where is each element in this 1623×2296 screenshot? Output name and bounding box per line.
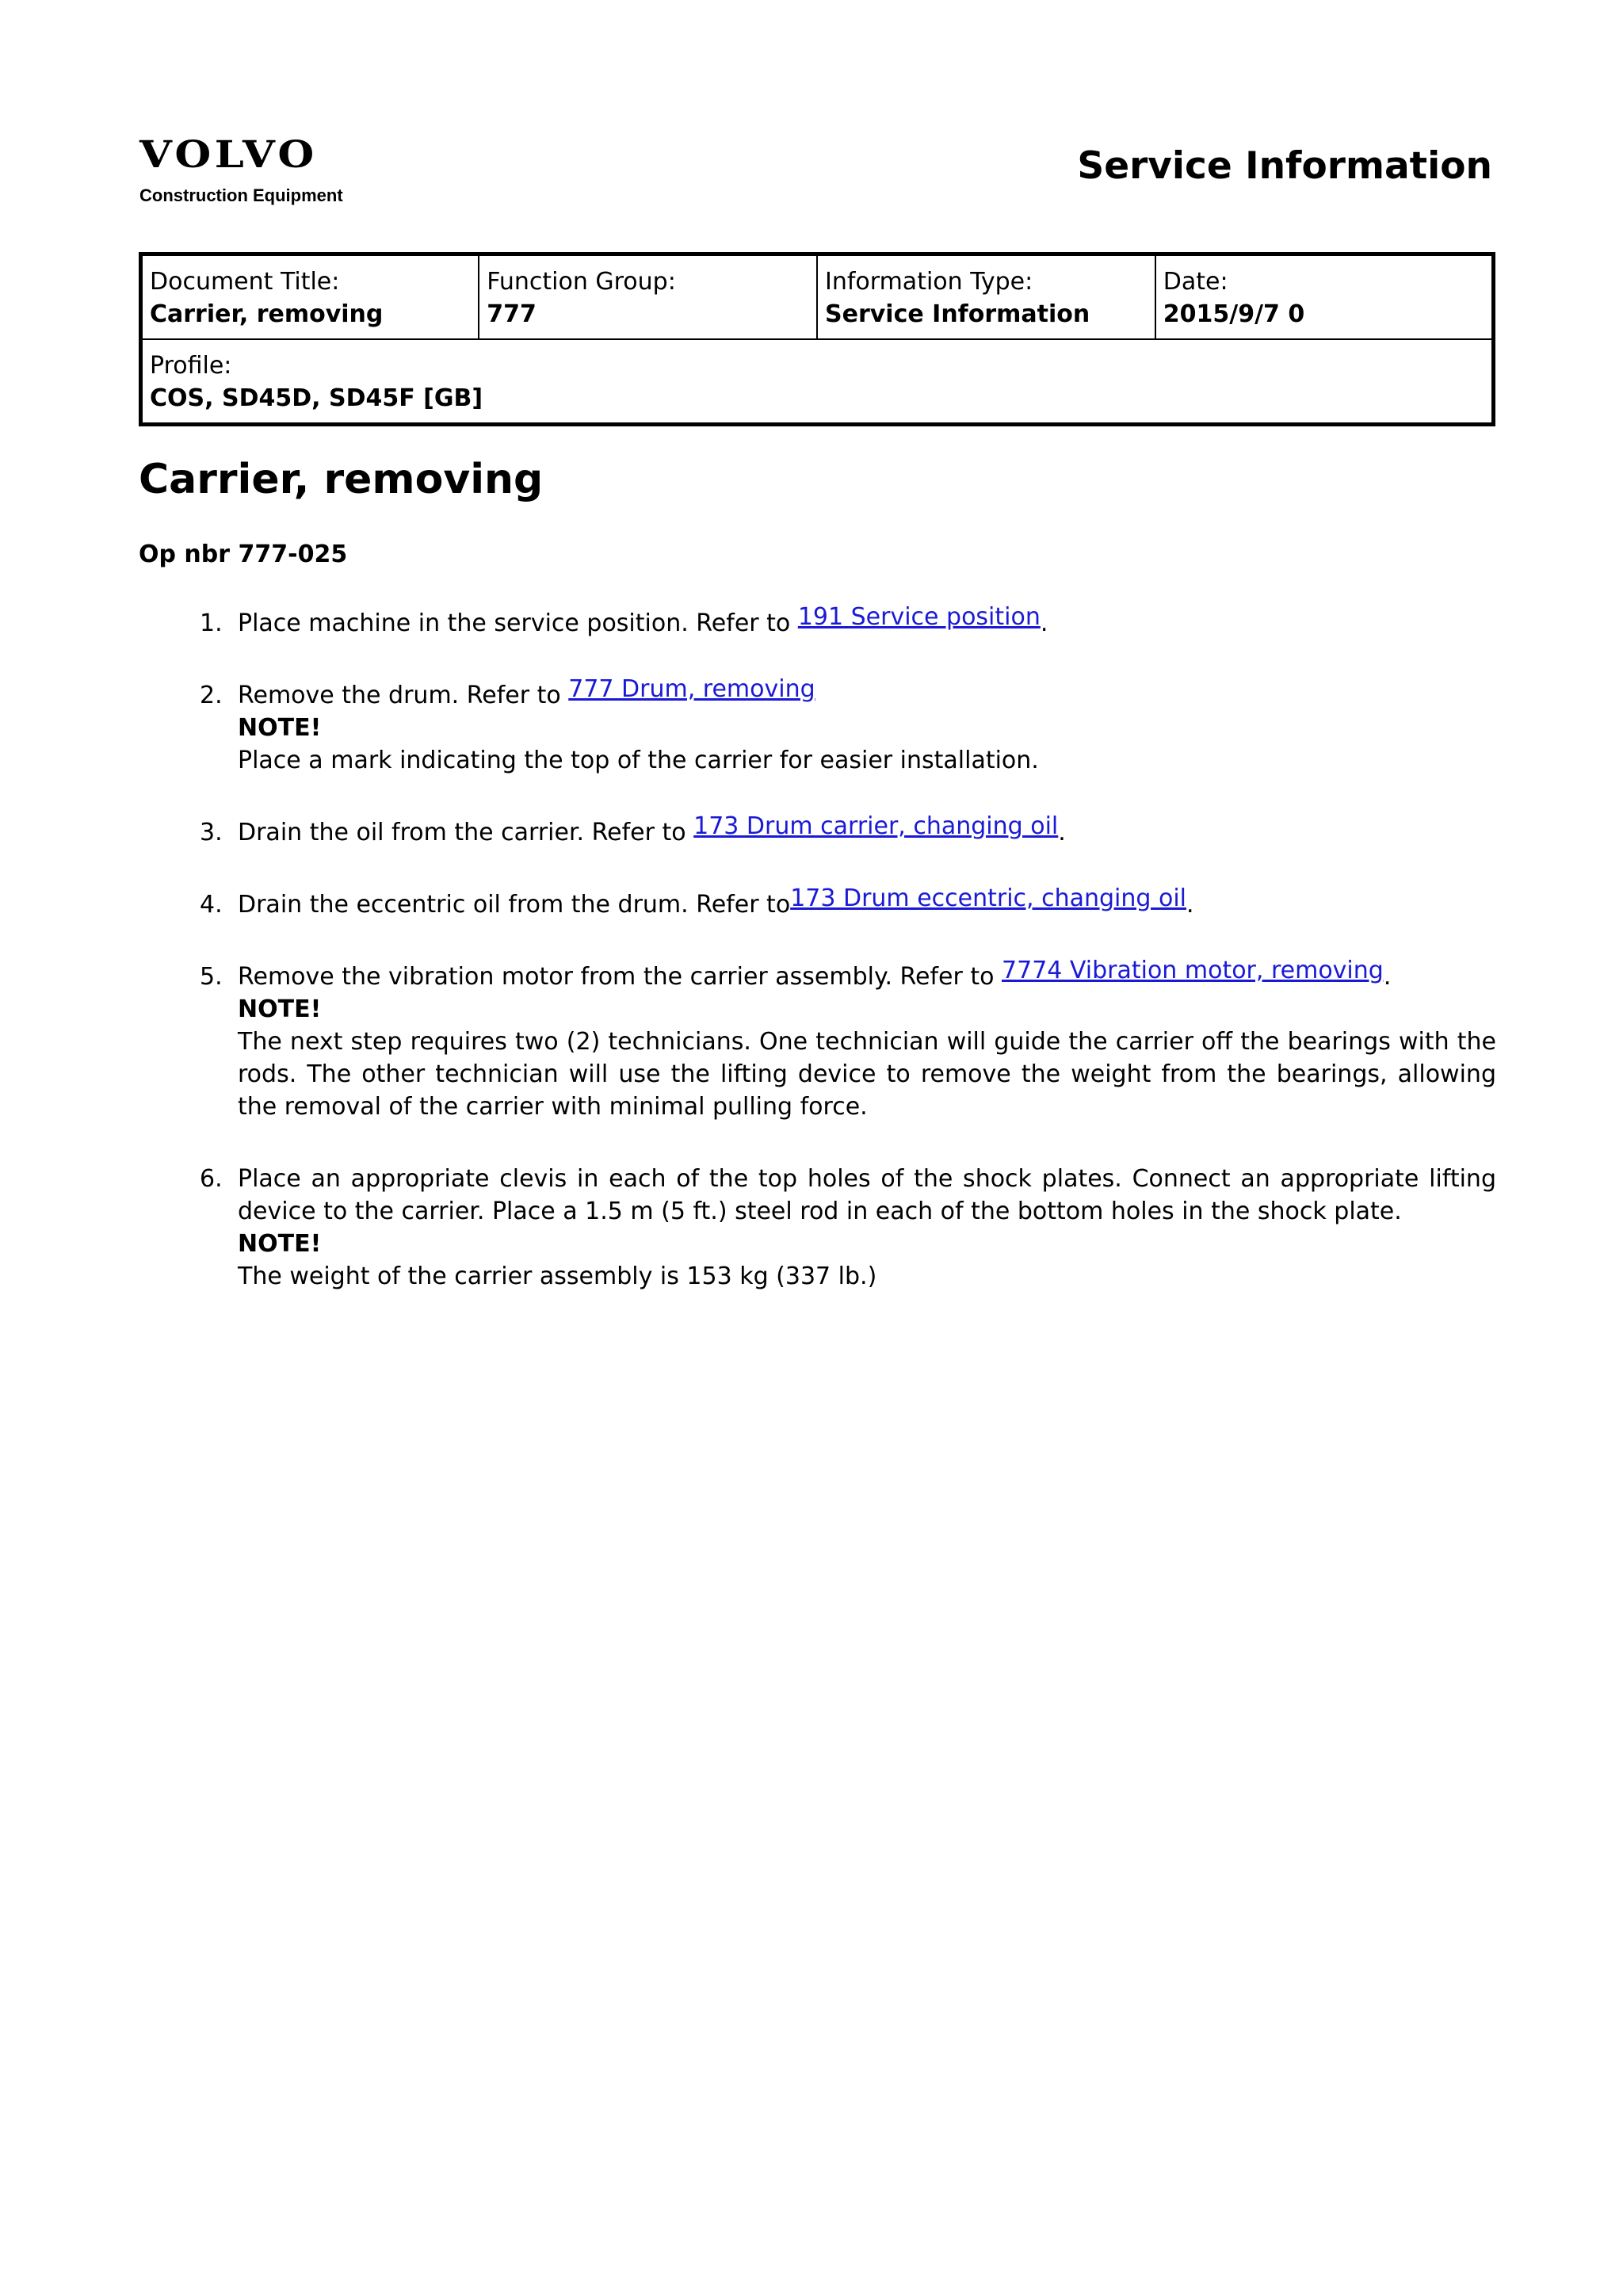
step-number: 5. xyxy=(200,963,223,991)
information-type-label: Information Type: xyxy=(825,268,1033,296)
step-punctuation: . xyxy=(1186,891,1194,919)
procedure-step-6 xyxy=(139,1163,1496,1293)
document-title-value: Carrier, removing xyxy=(150,300,384,328)
meta-cell-profile xyxy=(141,339,1494,425)
volvo-logo xyxy=(139,133,349,205)
function-group-label: Function Group: xyxy=(487,268,676,296)
step-text-block xyxy=(238,884,1496,921)
document-title-label: Document Title: xyxy=(150,268,340,296)
step-text: Place an appropriate clevis in each of the top holes of the shock plates. Connect an appropriate lifting device to the carrier. Place a 1.5 m (5 ft.) steel rod in each of the bottom holes in the shock plate. xyxy=(238,1165,1496,1225)
step-text-block xyxy=(238,812,1496,849)
profile-label: Profile: xyxy=(150,352,232,380)
step-text: Drain the eccentric oil from the drum. Refer to xyxy=(238,891,791,919)
meta-cell-information-type xyxy=(817,254,1155,340)
meta-cell-function-group xyxy=(479,254,817,340)
meta-row-profile xyxy=(141,339,1494,425)
step-number: 4. xyxy=(200,891,223,919)
profile-value: COS, SD45D, SD45F [GB] xyxy=(150,384,483,412)
meta-row xyxy=(141,254,1494,340)
step-punctuation: . xyxy=(1058,819,1066,846)
step-punctuation: . xyxy=(1040,609,1048,637)
document-meta-table xyxy=(139,252,1495,426)
function-group-value: 777 xyxy=(487,300,537,328)
step-number: 6. xyxy=(200,1165,223,1193)
date-value: 2015/9/7 0 xyxy=(1163,300,1305,328)
vibration-motor-removing-link[interactable]: 7774 Vibration motor, removing xyxy=(1002,957,1384,984)
note-label: NOTE! xyxy=(238,714,322,742)
note-text: Place a mark indicating the top of the carrier for easier installation. xyxy=(238,747,1039,774)
procedure-step-2 xyxy=(139,675,1496,777)
note-text: The weight of the carrier assembly is 153 kg (337 lb.) xyxy=(238,1263,877,1290)
step-number: 3. xyxy=(200,819,223,846)
page-title: Carrier, removing xyxy=(139,456,544,503)
procedure-steps xyxy=(139,603,1496,1332)
procedure-step-5 xyxy=(139,957,1496,1123)
step-text: Remove the drum. Refer to xyxy=(238,682,569,709)
step-text-block xyxy=(238,957,1496,993)
meta-cell-date xyxy=(1155,254,1494,340)
service-position-link[interactable]: 191 Service position xyxy=(797,603,1041,631)
procedure-step-4 xyxy=(139,884,1496,921)
header-title: Service Information xyxy=(1077,144,1492,188)
step-punctuation: . xyxy=(1383,963,1392,991)
drum-eccentric-oil-link[interactable]: 173 Drum eccentric, changing oil xyxy=(790,884,1187,912)
step-text-block xyxy=(238,675,1496,712)
drum-removing-link[interactable]: 777 Drum, removing xyxy=(568,675,815,703)
step-number: 1. xyxy=(200,609,223,637)
information-type-value: Service Information xyxy=(825,300,1090,328)
logo-wordmark: VOLVO xyxy=(139,133,318,177)
step-text: Drain the oil from the carrier. Refer to xyxy=(238,819,694,846)
step-number: 2. xyxy=(200,682,223,709)
operation-number: Op nbr 777-025 xyxy=(139,541,348,568)
note-label: NOTE! xyxy=(238,995,322,1023)
note-label: NOTE! xyxy=(238,1230,322,1258)
step-text-block xyxy=(238,603,1496,640)
logo-subtitle: Construction Equipment xyxy=(139,185,343,205)
drum-carrier-oil-link[interactable]: 173 Drum carrier, changing oil xyxy=(693,812,1059,840)
step-text: Remove the vibration motor from the carrier assembly. Refer to xyxy=(238,963,1002,991)
step-text: Place machine in the service position. Refer to xyxy=(238,609,798,637)
note-text: The next step requires two (2) technicians. One technician will guide the carrier off the bearings with the rods. The other technician will use the lifting device to remove the weight from the bearings, allowing the removal of the carrier with minimal pulling force. xyxy=(238,1028,1496,1121)
date-label: Date: xyxy=(1163,268,1228,296)
procedure-step-3 xyxy=(139,812,1496,849)
procedure-step-1 xyxy=(139,603,1496,640)
meta-cell-document-title xyxy=(141,254,479,340)
